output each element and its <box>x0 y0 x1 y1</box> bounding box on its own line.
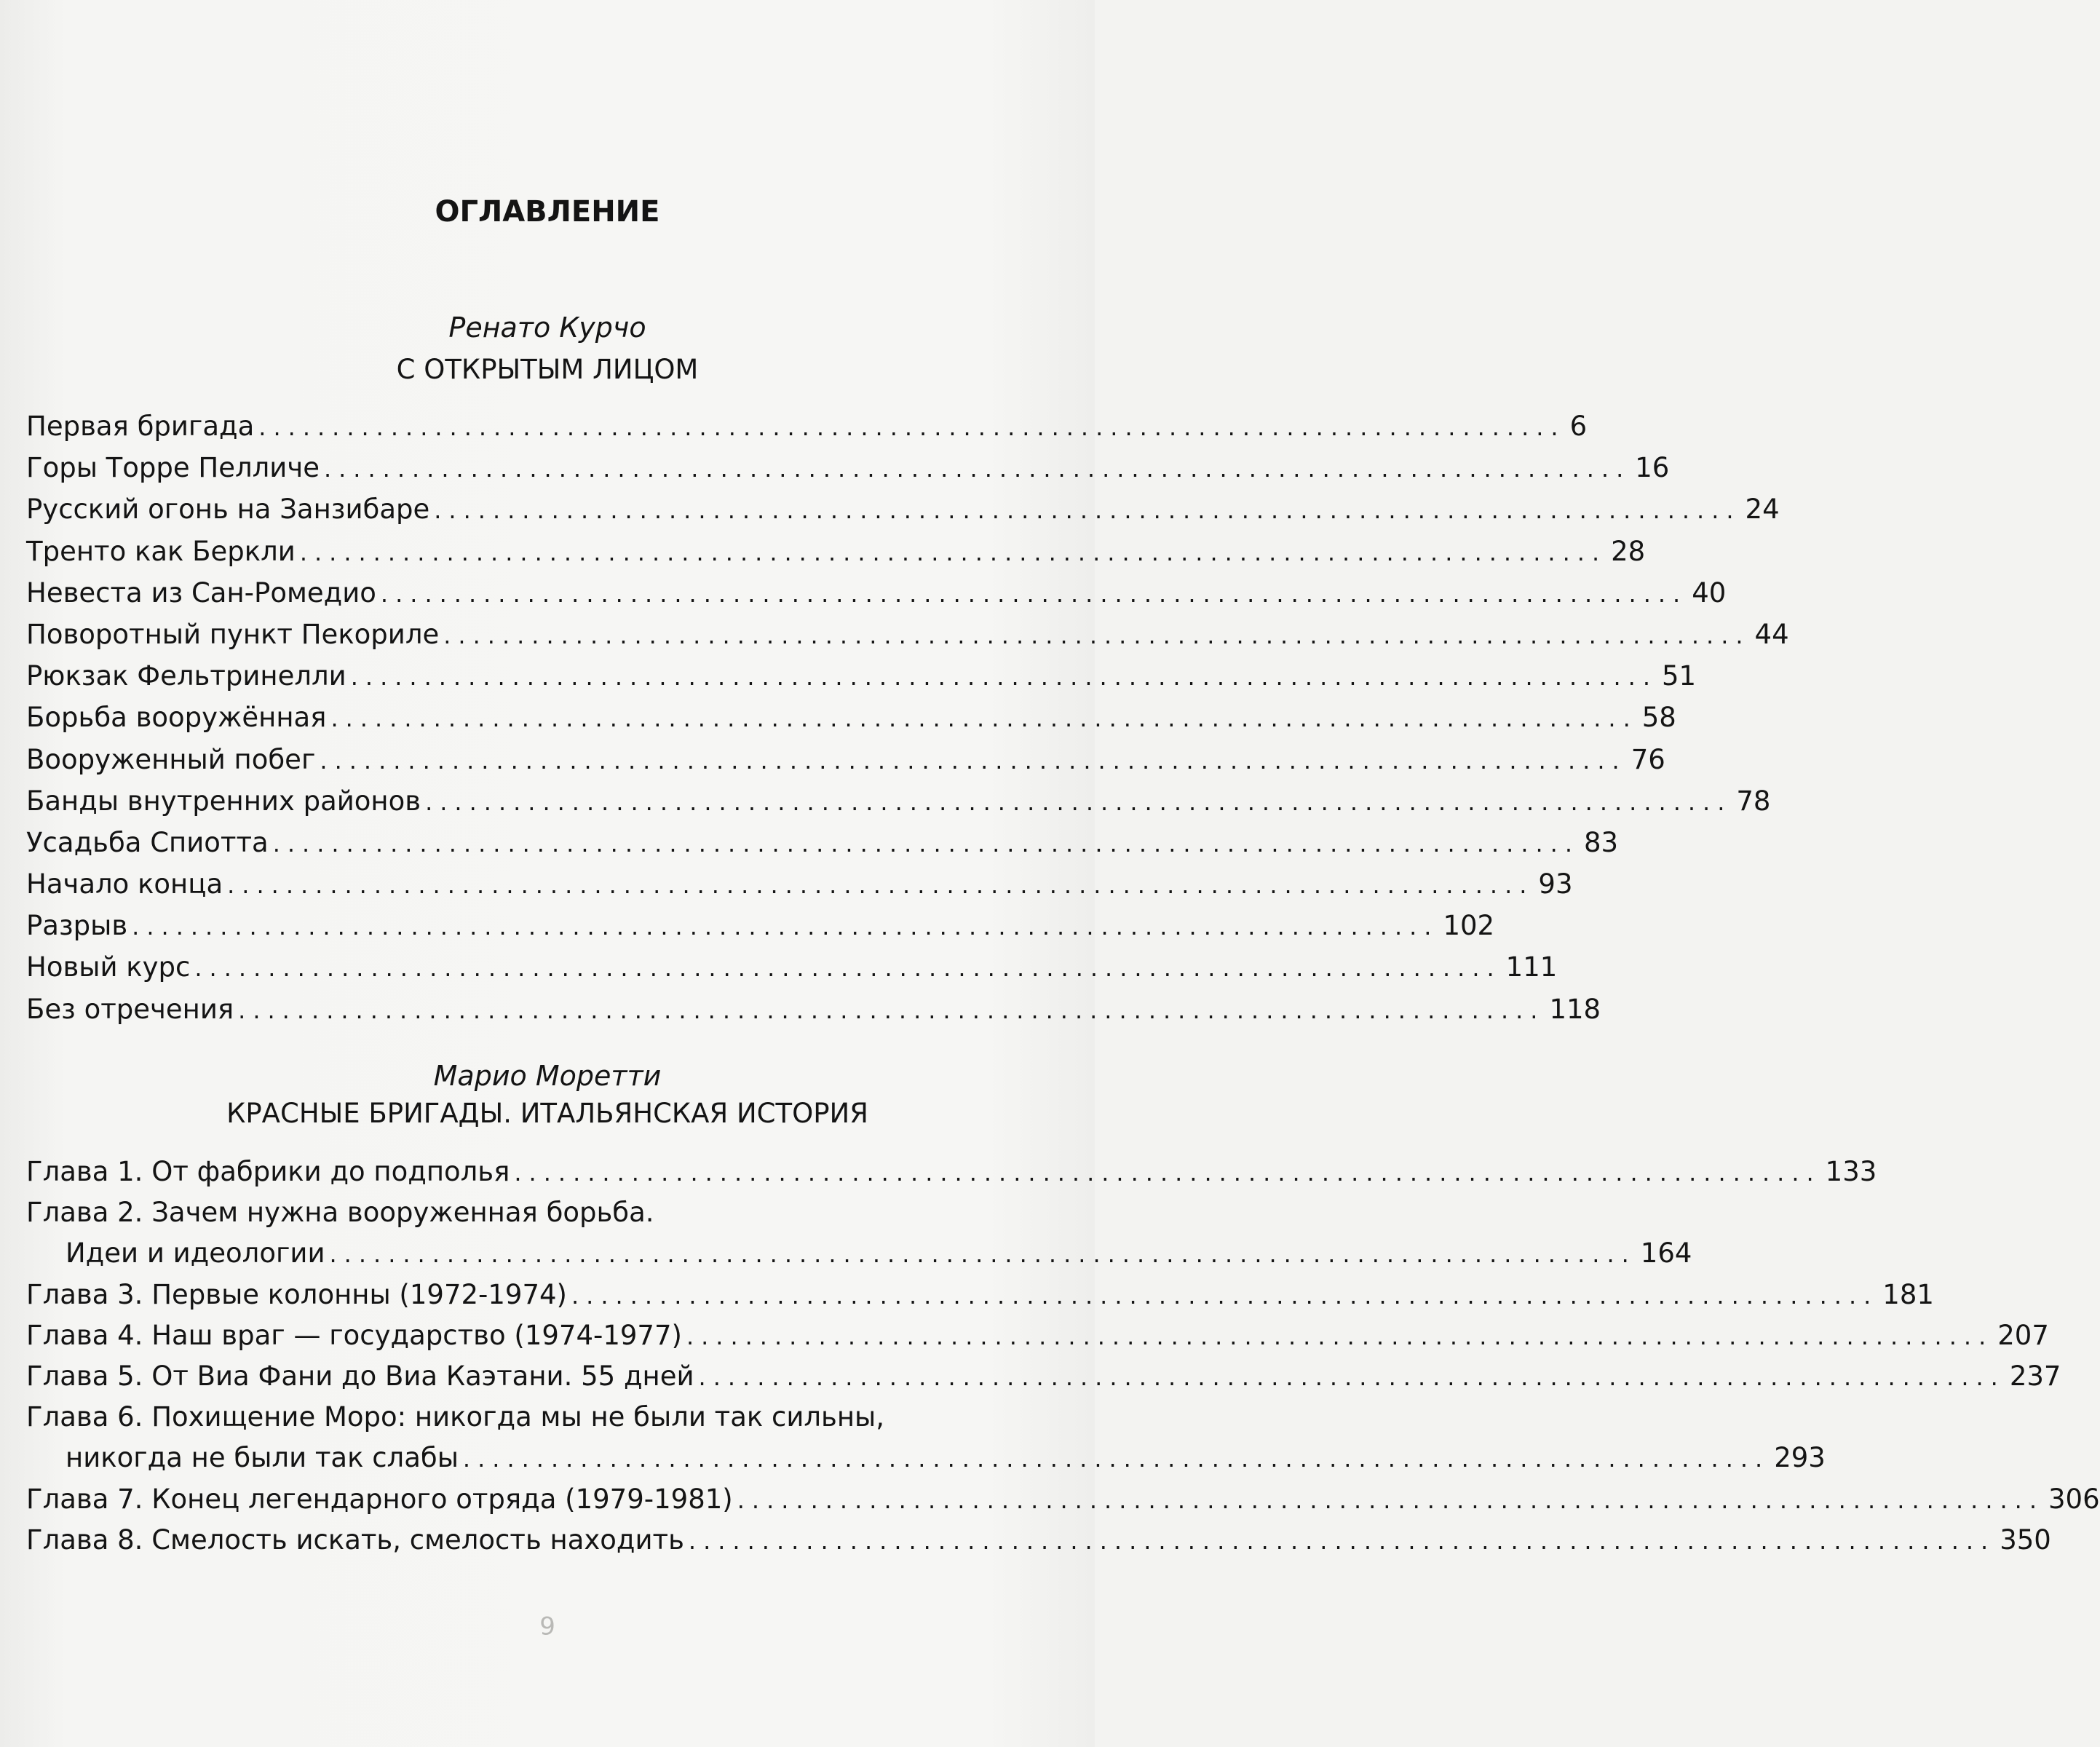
toc-entry-title: Русский огонь на Занзибаре <box>26 494 430 526</box>
toc-entry-page: 40 <box>1692 577 1727 609</box>
dot-leader: ......................................................................................... <box>320 746 1627 775</box>
toc-entry-title: Новый курс <box>26 951 191 983</box>
toc-entry-page: 93 <box>1538 868 1573 900</box>
toc-entry[interactable] <box>26 1315 2049 1355</box>
page-title: ОГЛАВЛЕНИЕ <box>435 195 660 229</box>
toc-entry-page: 293 <box>1774 1442 1826 1474</box>
dot-leader: ......................................................................................... <box>380 579 1688 608</box>
toc-entry-title: Первая бригада <box>26 411 255 442</box>
toc-entry-title: Рюкзак Фельтринелли <box>26 660 346 692</box>
toc-entry[interactable] <box>26 572 1727 614</box>
toc-entry-title: Глава 5. От Виа Фани до Виа Каэтани. 55 дней <box>26 1360 694 1392</box>
toc-entry-page: 28 <box>1611 535 1646 567</box>
toc-entry-page: 181 <box>1882 1278 1934 1310</box>
toc-entry[interactable] <box>26 739 1665 780</box>
toc-entry-title: Поворотный пункт Пекориле <box>26 618 440 650</box>
toc-entry-page: 24 <box>1745 494 1780 526</box>
dot-leader: ......................................................................................... <box>443 621 1751 649</box>
toc-entry[interactable] <box>26 905 1495 946</box>
toc-entry[interactable] <box>26 822 1619 863</box>
toc-entry-title: Глава 2. Зачем нужна вооруженная борьба. <box>26 1197 654 1229</box>
toc-entry-title: Горы Торре Пелличе <box>26 452 320 484</box>
toc-entry-title: Вооруженный побег <box>26 743 316 775</box>
toc-entry[interactable] <box>26 1519 2051 1560</box>
dot-leader: ......................................................................................... <box>434 496 1741 525</box>
dot-leader: ......................................................................................... <box>299 538 1607 566</box>
dot-leader: ......................................................................................... <box>323 455 1631 483</box>
toc-entry[interactable] <box>26 1192 968 1232</box>
toc-entry-continuation[interactable] <box>26 1437 1826 1478</box>
toc-entry-page: 350 <box>2000 1524 2051 1556</box>
toc-entry-page: 102 <box>1443 910 1495 942</box>
show-through-page-number: 6 <box>539 1610 555 1639</box>
dot-leader: ......................................................................................... <box>571 1281 1879 1310</box>
toc-entry-page: 78 <box>1736 785 1771 817</box>
part1-author: Ренато Курчо <box>448 312 646 344</box>
toc-entry[interactable] <box>26 1478 2100 1519</box>
dot-leader: ......................................................................................... <box>194 954 1502 983</box>
toc-entry-title: Тренто как Беркли <box>26 535 296 567</box>
toc-entry-page: 164 <box>1640 1237 1692 1269</box>
dot-leader: ......................................................................................... <box>350 663 1658 692</box>
part2-title: КРАСНЫЕ БРИГАДЫ. ИТАЛЬЯНСКАЯ ИСТОРИЯ <box>226 1098 868 1129</box>
toc-entry-page: 76 <box>1631 743 1665 775</box>
toc-entry[interactable] <box>26 946 1558 988</box>
toc-entry-page: 207 <box>1997 1319 2049 1351</box>
toc-entry[interactable] <box>26 655 1697 697</box>
toc-entry[interactable] <box>26 697 1676 738</box>
dot-leader: ......................................................................................... <box>514 1159 1821 1187</box>
toc-entry[interactable] <box>26 447 1670 488</box>
toc-entry-title: Глава 3. Первые колонны (1972-1974) <box>26 1278 567 1310</box>
toc-entry-page: 133 <box>1825 1156 1877 1187</box>
toc-entry[interactable] <box>26 863 1573 905</box>
toc-entry-title: Глава 1. От фабрики до подполья <box>26 1156 510 1187</box>
dot-leader: ......................................................................................... <box>329 1240 1636 1269</box>
toc-entry-page: 6 <box>1569 411 1588 442</box>
toc-entry-title: Невеста из Сан-Ромедио <box>26 577 376 609</box>
toc-entry[interactable] <box>26 1355 2061 1396</box>
toc-entry-page: 306 <box>2048 1483 2100 1515</box>
part2-toc <box>26 1151 2100 1560</box>
toc-entry-title: Начало конца <box>26 868 223 900</box>
toc-entry-page: 83 <box>1584 826 1619 858</box>
toc-entry-continuation[interactable] <box>26 1232 1692 1273</box>
toc-entry-title: никогда не были так слабы <box>66 1442 459 1474</box>
part1-toc <box>26 405 1789 1030</box>
toc-entry[interactable] <box>26 488 1780 530</box>
toc-entry-title: Борьба вооружённая <box>26 702 327 734</box>
dot-leader: ......................................................................................... <box>258 413 1566 441</box>
toc-entry[interactable] <box>26 614 1789 655</box>
dot-leader: ......................................................................................... <box>462 1445 1770 1473</box>
dot-leader: ......................................................................................... <box>238 996 1545 1024</box>
toc-entry[interactable] <box>26 405 1588 447</box>
toc-entry-page: 51 <box>1662 660 1697 692</box>
part2-author: Марио Моретти <box>433 1060 662 1092</box>
dot-leader: ......................................................................................... <box>698 1363 2005 1391</box>
toc-entry[interactable] <box>26 531 1646 572</box>
toc-entry-title: Усадьба Спиотта <box>26 826 269 858</box>
dot-leader: ......................................................................................... <box>686 1322 1994 1350</box>
toc-entry-title: Без отречения <box>26 993 234 1025</box>
toc-entry-page: 118 <box>1549 993 1601 1025</box>
toc-entry-title: Глава 7. Конец легендарного отряда (1979-1981) <box>26 1483 733 1515</box>
toc-entry[interactable] <box>26 780 1771 822</box>
toc-entry-page: 16 <box>1635 452 1670 484</box>
toc-entry-title: Глава 6. Похищение Моро: никогда мы не были так сильны, <box>26 1401 884 1433</box>
toc-entry-page: 237 <box>2009 1360 2061 1392</box>
toc-entry-page: 111 <box>1505 951 1558 983</box>
dot-leader: ......................................................................................... <box>688 1526 1996 1555</box>
toc-entry[interactable] <box>26 989 1601 1030</box>
part1-title: С ОТКРЫТЫМ ЛИЦОМ <box>396 354 699 385</box>
toc-entry[interactable] <box>26 1151 1877 1192</box>
toc-entry-title: Банды внутренних районов <box>26 785 421 817</box>
toc-entry-title: Идеи и идеологии <box>66 1237 325 1269</box>
toc-entry-title: Глава 8. Смелость искать, смелость находить <box>26 1524 684 1556</box>
dot-leader: ......................................................................................... <box>227 871 1534 900</box>
dot-leader: ......................................................................................... <box>132 913 1439 941</box>
dot-leader: ......................................................................................... <box>330 705 1638 733</box>
toc-entry[interactable] <box>26 1396 968 1437</box>
toc-entry-page: 44 <box>1754 618 1789 650</box>
dot-leader: ......................................................................................... <box>425 788 1732 816</box>
dot-leader: ......................................................................................... <box>737 1486 2045 1514</box>
toc-entry-title: Разрыв <box>26 910 128 942</box>
toc-entry-page: 58 <box>1641 702 1676 734</box>
toc-entry[interactable] <box>26 1274 1934 1315</box>
dot-leader: ......................................................................................... <box>272 829 1580 857</box>
toc-entry-title: Глава 4. Наш враг — государство (1974-1977) <box>26 1319 682 1351</box>
